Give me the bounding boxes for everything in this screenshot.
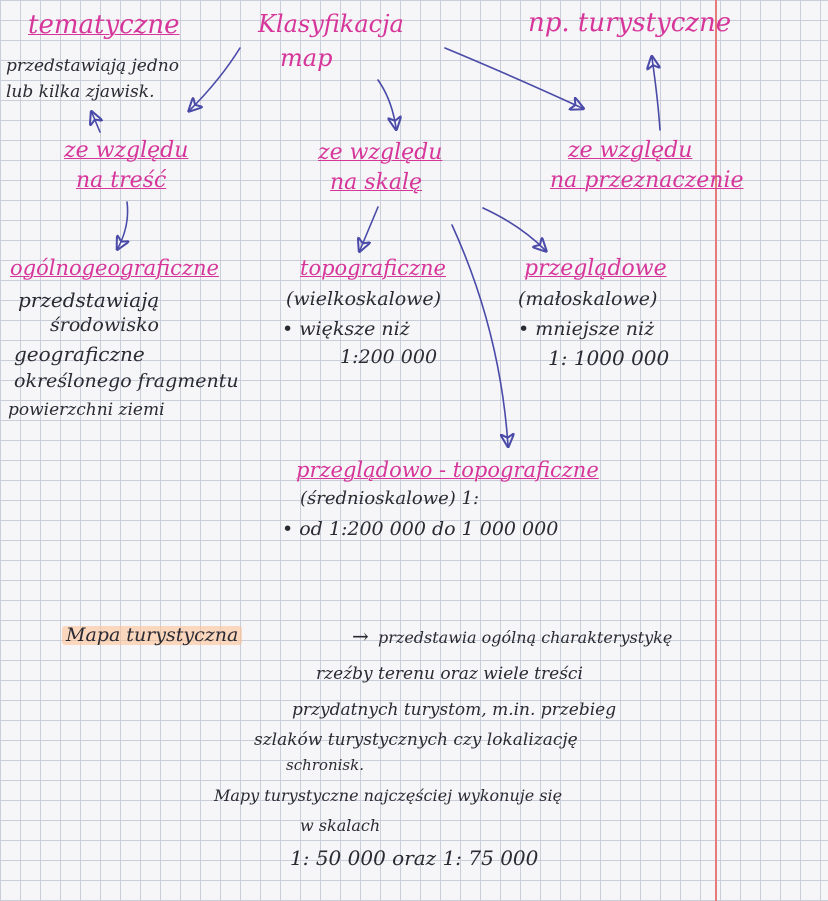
ogolnogeo-line-4: określonego fragmentu <box>14 370 239 392</box>
arrow-to-przegladowe <box>483 208 545 250</box>
przeglad-topo-title: przeglądowo - topograficzne <box>296 458 599 482</box>
arrow-to-tematyczne <box>190 48 240 110</box>
branch-skala-line-2: na skalę <box>330 170 423 195</box>
mapa-line-8: 1: 50 000 oraz 1: 75 000 <box>290 846 539 870</box>
arrow-to-turystyczne <box>652 58 660 130</box>
topo-line-1: • większe niż <box>282 318 410 340</box>
ogolnogeo-line-2: środowisko <box>50 314 159 336</box>
przeglad-topo-line-1: • od 1:200 000 do 1 000 000 <box>282 518 559 540</box>
arrow-to-ogolnogeo <box>118 202 128 248</box>
branch-skala-line-1: ze względu <box>318 140 443 165</box>
mapa-line-2: rzeźby terenu oraz wiele treści <box>316 664 583 684</box>
klasyfikacja-title-2: map <box>280 44 333 72</box>
topo-sub: (wielkoskalowe) <box>286 288 442 310</box>
arrow-to-skala <box>378 80 396 128</box>
arrow-to-topo <box>360 207 378 250</box>
arrow-to-przeglad-topo <box>452 225 508 445</box>
mapa-line-3: przydatnych turystom, m.in. przebieg <box>292 700 617 720</box>
przegladowe-sub: (małoskalowe) <box>518 288 658 310</box>
arrow-to-przeznaczenie <box>445 48 582 108</box>
branch-przeznaczenie-line-2: na przeznaczenie <box>550 168 744 193</box>
ogolnogeo-line-3: geograficzne <box>14 342 145 366</box>
ogolnogeo-line-1: przedstawiają <box>18 288 160 312</box>
mapa-line-4: szlaków turystycznych czy lokalizację <box>254 730 578 750</box>
mapa-turystyczna-arrow: → <box>352 624 369 648</box>
ogolnogeo-title: ogólnogeograficzne <box>10 256 219 280</box>
ogolnogeo-line-5: powierzchni ziemi <box>8 400 165 420</box>
mapa-turystyczna-title: Mapa turystyczna <box>62 626 242 645</box>
przegladowe-line-2: 1: 1000 000 <box>548 346 670 370</box>
mapa-line-6: Mapy turystyczne najczęściej wykonuje się <box>214 786 563 805</box>
mapa-line-1: przedstawia ogólną charakterystykę <box>378 628 673 647</box>
tematyczne-desc-line-1: przedstawiają jedno <box>6 56 179 76</box>
branch-przeznaczenie-line-1: ze względu <box>568 138 693 163</box>
tematyczne-desc-line-2: lub kilka zjawisk. <box>6 82 155 102</box>
przegladowe-line-1: • mniejsze niż <box>518 318 655 340</box>
branch-tresc-line-2: na treść <box>76 168 167 193</box>
topo-line-2: 1:200 000 <box>340 346 438 368</box>
mapa-line-5: schronisk. <box>286 756 364 774</box>
turystyczne-label: np. turystyczne <box>528 8 732 38</box>
przegladowe-title: przeglądowe <box>524 256 667 281</box>
klasyfikacja-title: Klasyfikacja <box>258 10 404 38</box>
przeglad-topo-sub: (średnioskalowe) 1: <box>300 488 480 509</box>
branch-tresc-line-1: ze względu <box>64 138 189 163</box>
mapa-line-7: w skalach <box>300 816 381 835</box>
tematyczne-label: tematyczne <box>28 10 180 40</box>
topo-title: topograficzne <box>300 256 446 280</box>
arrow-to-tresc <box>92 113 100 132</box>
